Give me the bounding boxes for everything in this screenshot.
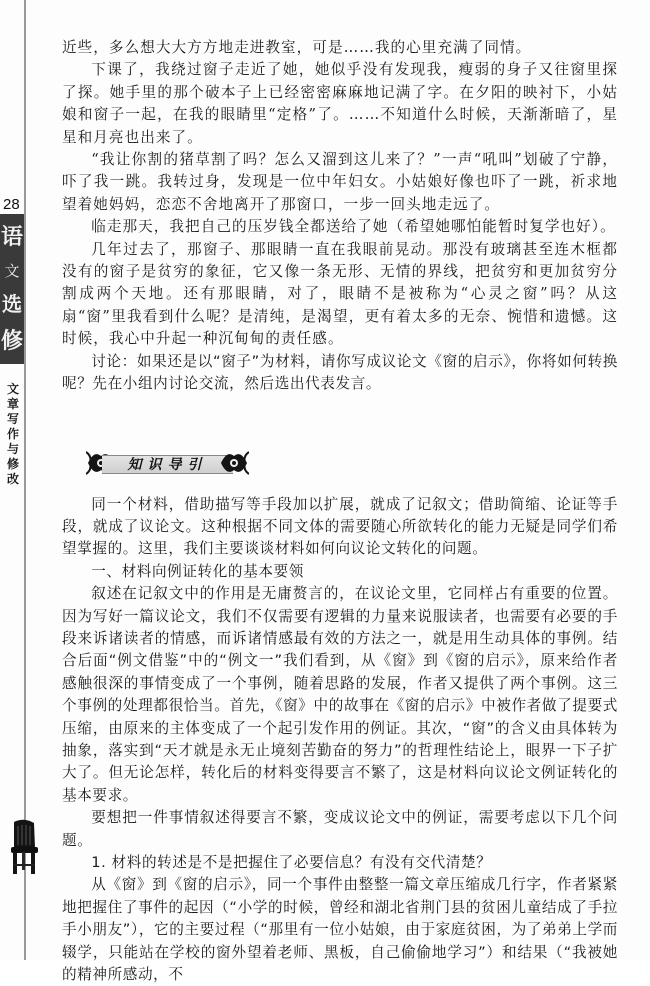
chapter-char: 文	[6, 382, 19, 396]
paragraph: 临走那天，我把自己的压岁钱全都送给了她（希望她哪怕能暂时复学也好）。	[91, 218, 616, 236]
spacer	[62, 396, 618, 448]
series-char: 选	[2, 292, 22, 317]
series-title-band	[0, 214, 24, 364]
chapter-char: 写	[6, 412, 19, 426]
chapter-title-vertical	[6, 382, 20, 486]
series-char: 语	[0, 223, 23, 250]
discussion-prompt: 讨论：如果还是以“窗子”为材料，请你写成议论文《窗的启示》，你将如何转换呢？先在小组内讨论交流，然后选出代表发言。	[62, 352, 618, 393]
numbered-question: 1. 材料的转述是不是把握住了必要信息？有没有交代清楚？	[91, 854, 492, 871]
floral-ornament-icon	[219, 448, 249, 478]
page-number: 28	[3, 196, 20, 213]
paragraph: 几年过去了，那窗子、那眼睛一直在我眼前晃动。那没有玻璃甚至连木框都没有的窗子是贫穷的象征，它又像一条无形、无情的界线，把贫穷和更加贫穷分割成两个天地。还有那眼睛，对了，眼睛不是被称为“心灵之窗”吗？从这扇“窗”里我看到什么呢？是清纯，是渴望，更有着太多的无奈、惋惜和遗憾。这时候，我心中升起一种沉甸甸的责任感。	[62, 240, 618, 348]
chair-icon	[8, 818, 40, 876]
chapter-char: 与	[6, 442, 19, 456]
series-char: 文	[4, 261, 20, 280]
banner-ribbon	[102, 455, 233, 474]
paragraph: 同一个材料，借助描写等手段加以扩展，就成了记叙文；借助简缩、论证等手段，就成了议论文。这种根据不同文体的需要随心所欲转化的能力无疑是同学们希望掌握的。这里，我们主要谈谈材料如何向议论文转化的问题。	[62, 495, 618, 558]
chapter-char: 章	[6, 397, 19, 411]
margin-rule	[24, 0, 26, 960]
banner-title: 知识导引	[127, 457, 208, 473]
paragraph: 要想把一件事情叙述得要言不繁，变成议论文中的例证，需要考虑以下几个问题。	[62, 809, 618, 849]
paragraph: 从《窗》到《窗的启示》，同一个事件由整整一篇文章压缩成几行字，作者紧紧地把握住了事件的起因（“小学的时候，曾经和湖北省荆门县的贫困儿童结成了手拉手小朋友”），它的主要过程（“那里有一位小姑娘，由于家庭贫困，为了弟弟上学而辍学，只能站在学校的窗外望着老师、黑板，自己偷偷地学习”）和结果（“我被她的精神所感动，不	[62, 876, 618, 984]
chapter-char: 作	[6, 427, 19, 441]
paragraph: “我让你割的猪草割了吗？怎么又溜到这儿来了？”一声“吼叫”划破了宁静，吓了我一跳。我转过身，发现是一位中年妇女。小姑娘好像也吓了一跳，祈求地望着她妈妈，恋恋不舍地离开了那窗口，一步一回头地走远了。	[62, 151, 618, 213]
section-banner	[86, 448, 249, 478]
paragraph: 叙述在记叙文中的作用是无庸赘言的，在议论文里，它同样占有重要的位置。因为写好一篇议论文，我们不仅需要有逻辑的力量来说服读者，也需要有必要的手段来诉诸读者的情感，而诉诸情感最有效的方法之一，就是用生动具体的事例。结合后面“例文借鉴”中的“例文一”我们看到，从《窗》到《窗的启示》，原来给作者感触很深的事情变成了一个事例，随着思路的发展，作者又提供了两个事例。这三个事例的处理都很恰当。首先，《窗》中的故事在《窗的启示》中被作者做了提要式压缩，由原来的主体变成了一个起引发作用的例证。其次，“窗”的含义由具体转为抽象，落实到“天才就是永无止境刻苦勤奋的努力”的哲理性结论上，眼界一下子扩大了。但无论怎样，转化后的材料变得要言不繁了，这是材料向议论文例证转化的基本要求。	[62, 585, 618, 804]
section-heading: 一、材料向例证转化的基本要领	[91, 562, 304, 580]
series-char: 修	[0, 328, 23, 355]
paragraph: 下课了，我绕过窗子走近了她，她似乎没有发现我，瘦弱的身子又往窗里探了探。她手里的那个破本子上已经密密麻麻地记满了字。在夕阳的映衬下，小姑娘和窗子一起，在我的眼睛里“定格”了。……不知道什么时候，天渐渐暗了，星星和月亮也出来了。	[62, 61, 618, 146]
chapter-char: 改	[6, 472, 19, 486]
main-text	[62, 37, 618, 986]
chapter-char: 修	[6, 457, 19, 471]
paragraph: 近些，多么想大大方方地走进教室，可是……我的心里充满了同情。	[62, 39, 532, 56]
spacer	[62, 478, 618, 494]
